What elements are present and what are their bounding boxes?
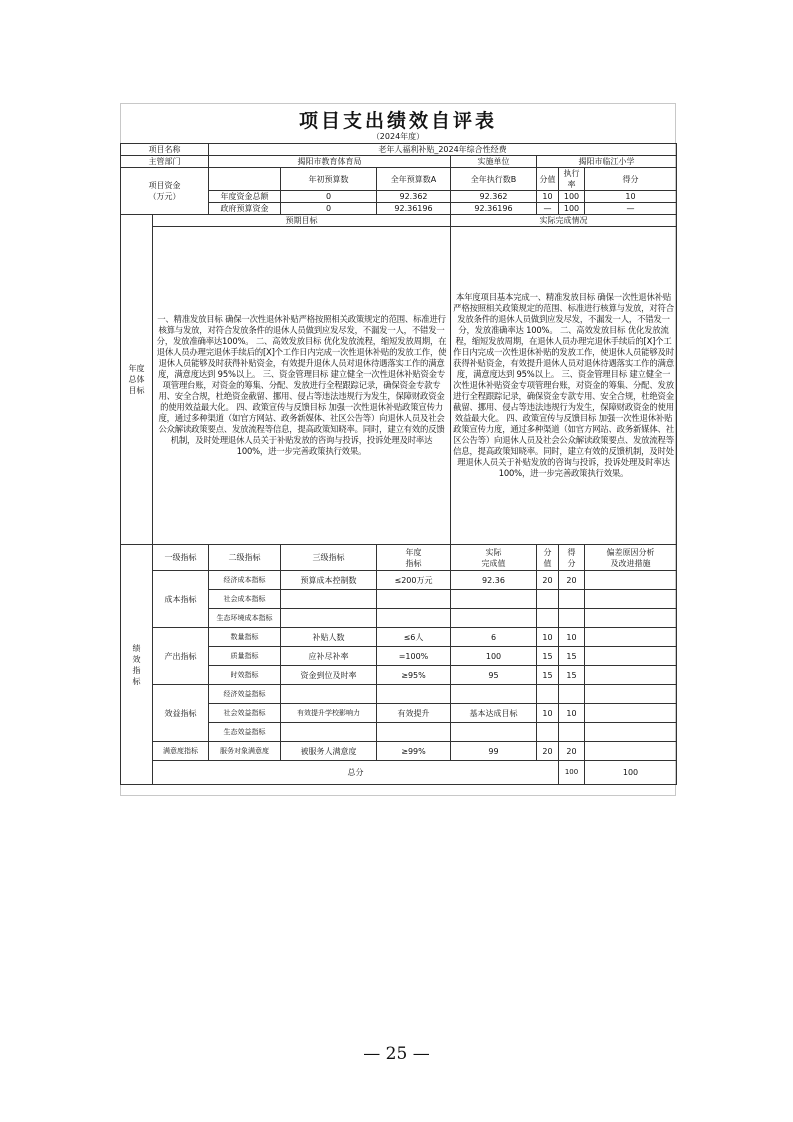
indicator-score-value xyxy=(537,685,559,704)
indicator-actual: 92.36 xyxy=(451,571,537,590)
indicator-header-row xyxy=(121,545,677,571)
total-score: 100 xyxy=(585,761,677,785)
level3-header: 三级指标 xyxy=(281,545,377,571)
indicator-actual: 99 xyxy=(451,742,537,761)
indicator-reason xyxy=(585,647,677,666)
indicator-score xyxy=(559,609,585,628)
indicator-score xyxy=(559,685,585,704)
indicator-target xyxy=(377,590,451,609)
cost-label: 成本指标 xyxy=(153,571,209,628)
indicator-score: 15 xyxy=(559,647,585,666)
indicator-l3: 预算成本控制数 xyxy=(281,571,377,590)
indicator-l2: 时效指标 xyxy=(209,666,281,685)
actual-objectives-text: 本年度项目基本完成一、精准发放目标 确保一次性退休补贴严格按照相关政策规定的范围、标准进行核算与发放，对符合发放条件的退休人员做到应发尽发，不漏发一人，不错发一分，发放准确率达 100%。 二、高效发放目标 优化发放流程，缩短发放周期，在退休人员办理完退休手续后的[X]个工作日内完成一次性退休补贴的发放工作，使退休人员能够及时获得补贴资金，有效提升退休人员对退休待遇落实工作的满意度，满意度达到 95%以上。 三、资金管理目标 建立健全一次性退休补贴资金专项管理台账，对资金的筹集、分配、发放进行全程跟踪记录，确保资金专款专用、安全合规，杜绝资金截留、挪用、侵占等违法违规行为发生，保障财政资金的使用效益最大化。 四、政策宣传与反馈目标 加强一次性退休补贴政策宣传力度，通过多种渠道（如官方网站、政务新媒体、社区公告等）向退休人员及社会公众解读政策要点、发放流程等信息，提高政策知晓率。同时，建立有效的反馈机制，及时处理退休人员关于补贴发放的咨询与投诉，投诉处理及时率达 100%，进一步完善政策执行效果。 xyxy=(451,227,677,545)
reason-header: 偏差原因分析 及改进措施 xyxy=(585,545,677,571)
project-name-label: 项目名称 xyxy=(121,144,209,156)
indicator-score-value: 10 xyxy=(537,628,559,647)
indicator-score-value: 10 xyxy=(537,704,559,723)
indicator-target xyxy=(377,685,451,704)
funds-cell: 92.36196 xyxy=(377,203,451,215)
indicator-l3: 应补尽补率 xyxy=(281,647,377,666)
funds-header-score: 得分 xyxy=(585,168,677,191)
indicator-l2: 社会成本指标 xyxy=(209,590,281,609)
funds-cell: — xyxy=(537,203,559,215)
indicator-reason xyxy=(585,609,677,628)
total-row xyxy=(121,761,677,785)
satisfaction-label: 满意度指标 xyxy=(153,742,209,761)
funds-cell: 100 xyxy=(559,191,585,203)
objectives-label: 年度 总体 目标 xyxy=(121,215,153,545)
indicator-target: ≥99% xyxy=(377,742,451,761)
indicator-score-value xyxy=(537,590,559,609)
funds-header-budget-start: 年初预算数 xyxy=(281,168,377,191)
expected-header: 预期目标 xyxy=(153,215,451,227)
indicator-score xyxy=(559,723,585,742)
actual-header: 实际 完成值 xyxy=(451,545,537,571)
indicator-score: 20 xyxy=(559,742,585,761)
objectives-content-row xyxy=(121,227,677,545)
impl-label: 实施单位 xyxy=(451,156,537,168)
indicator-target: =100% xyxy=(377,647,451,666)
indicator-l3: 有效提升学校影响力 xyxy=(281,704,377,723)
project-name-value: 老年人福利补贴_2024年综合性经费 xyxy=(209,144,677,156)
indicator-score-value: 15 xyxy=(537,647,559,666)
indicator-l2: 社会效益指标 xyxy=(209,704,281,723)
indicator-reason xyxy=(585,685,677,704)
funds-header-blank xyxy=(209,168,281,191)
funds-cell: 0 xyxy=(281,191,377,203)
indicator-l2: 数量指标 xyxy=(209,628,281,647)
indicator-actual xyxy=(451,590,537,609)
funds-cell: 92.362 xyxy=(377,191,451,203)
funds-header-row xyxy=(121,168,677,191)
actual-header: 实际完成情况 xyxy=(451,215,677,227)
table-row xyxy=(121,571,677,590)
target-header: 年度 指标 xyxy=(377,545,451,571)
indicator-reason xyxy=(585,628,677,647)
indicator-actual xyxy=(451,723,537,742)
impl-value: 揭阳市临江小学 xyxy=(537,156,677,168)
indicator-target xyxy=(377,609,451,628)
page-title: 项目支出绩效自评表 xyxy=(298,110,497,132)
indicator-actual xyxy=(451,685,537,704)
funds-cell: 100 xyxy=(559,203,585,215)
indicator-actual: 95 xyxy=(451,666,537,685)
funds-cell: — xyxy=(585,203,677,215)
level1-header: 一级指标 xyxy=(153,545,209,571)
indicator-reason xyxy=(585,666,677,685)
indicator-l2: 经济成本指标 xyxy=(209,571,281,590)
funds-cell: 10 xyxy=(585,191,677,203)
indicator-score-value: 15 xyxy=(537,666,559,685)
indicator-target: ≥95% xyxy=(377,666,451,685)
dept-row xyxy=(121,156,677,168)
indicator-l2: 经济效益指标 xyxy=(209,685,281,704)
indicator-l2: 生态效益指标 xyxy=(209,723,281,742)
benefit-label: 效益指标 xyxy=(153,685,209,742)
indicator-score-value xyxy=(537,723,559,742)
total-score-value: 100 xyxy=(559,761,585,785)
indicator-score-value: 20 xyxy=(537,742,559,761)
indicator-l2: 生态环境成本指标 xyxy=(209,609,281,628)
funds-header-exec: 全年执行数B xyxy=(451,168,537,191)
indicator-actual: 基本达成目标 xyxy=(451,704,537,723)
funds-header-score-value: 分值 xyxy=(537,168,559,191)
funds-header-budget-year: 全年预算数A xyxy=(377,168,451,191)
funds-row-name: 年度资金总额 xyxy=(209,191,281,203)
indicator-score-value xyxy=(537,609,559,628)
indicator-reason xyxy=(585,590,677,609)
indicator-l2: 服务对象满意度 xyxy=(209,742,281,761)
dept-value: 揭阳市教育体育局 xyxy=(209,156,451,168)
table-row xyxy=(121,742,677,761)
funds-header-rate: 执行率 xyxy=(559,168,585,191)
indicator-score: 15 xyxy=(559,666,585,685)
indicator-target xyxy=(377,723,451,742)
indicator-actual xyxy=(451,609,537,628)
funds-cell: 92.36196 xyxy=(451,203,537,215)
indicators-label: 绩 效 指 标 xyxy=(121,545,153,785)
indicator-l3 xyxy=(281,685,377,704)
indicator-reason xyxy=(585,723,677,742)
indicator-l3: 补贴人数 xyxy=(281,628,377,647)
expected-objectives-text: 一、精准发放目标 确保一次性退休补贴严格按照相关政策规定的范围、标准进行核算与发放，对符合发放条件的退休人员做到应发尽发，不漏发一人，不错发一分，发放准确率达100%。 二、高效发放目标 优化发放流程，缩短发放周期，在退休人员办理完退休手续后的[X]个工作日内完成一次性退休补贴的发放工作，使退休人员能够及时获得补贴资金，有效提升退休人员对退休待遇落实工作的满意度，满意度达到 95%以上。 三、资金管理目标 建立健全一次性退休补贴资金专项管理台账，对资金的筹集、分配、发放进行全程跟踪记录，确保资金专款专用、安全合规，杜绝资金截留、挪用、侵占等违法违规行为发生，保障财政资金的使用效益最大化。 四、政策宣传与反馈目标 加强一次性退休补贴政策宣传力度，通过多种渠道（如官方网站、政务新媒体、社区公告等）向退休人员及社会公众解读政策要点、发放流程等信息，提高政策知晓率。同时，建立有效的反馈机制，及时处理退休人员关于补贴发放的咨询与投诉，投诉处理及时率达 100%，进一步完善政策执行效果。 xyxy=(153,227,451,545)
indicator-actual: 6 xyxy=(451,628,537,647)
total-label: 总分 xyxy=(153,761,559,785)
funds-cell: 10 xyxy=(537,191,559,203)
indicator-l3: 资金到位及时率 xyxy=(281,666,377,685)
indicator-target: ≤6人 xyxy=(377,628,451,647)
table-row xyxy=(121,685,677,704)
indicator-target: ≤200万元 xyxy=(377,571,451,590)
indicator-reason xyxy=(585,742,677,761)
indicator-l3 xyxy=(281,723,377,742)
indicator-l3 xyxy=(281,590,377,609)
project-name-row xyxy=(121,144,677,156)
output-label: 产出指标 xyxy=(153,628,209,685)
indicator-score: 10 xyxy=(559,628,585,647)
indicator-score: 20 xyxy=(559,571,585,590)
table-row xyxy=(121,628,677,647)
funds-cell: 92.362 xyxy=(451,191,537,203)
funds-row-name: 政府预算资金 xyxy=(209,203,281,215)
indicator-l3 xyxy=(281,609,377,628)
indicator-reason xyxy=(585,704,677,723)
funds-label: 项目资金 （万元） xyxy=(121,168,209,215)
indicator-score: 10 xyxy=(559,704,585,723)
funds-cell: 0 xyxy=(281,203,377,215)
level2-header: 二级指标 xyxy=(209,545,281,571)
page-number: — 25 — xyxy=(363,1044,430,1064)
indicator-score-value: 20 xyxy=(537,571,559,590)
indicator-actual: 100 xyxy=(451,647,537,666)
indicator-l3: 被服务人满意度 xyxy=(281,742,377,761)
indicator-target: 有效提升 xyxy=(377,704,451,723)
indicator-reason xyxy=(585,571,677,590)
indicator-score xyxy=(559,590,585,609)
indicator-l2: 质量指标 xyxy=(209,647,281,666)
score-header: 得 分 xyxy=(559,545,585,571)
evaluation-table xyxy=(120,143,677,785)
report-year: （2024年度） xyxy=(371,132,425,141)
score-value-header: 分 值 xyxy=(537,545,559,571)
objectives-header-row xyxy=(121,215,677,227)
dept-label: 主管部门 xyxy=(121,156,209,168)
